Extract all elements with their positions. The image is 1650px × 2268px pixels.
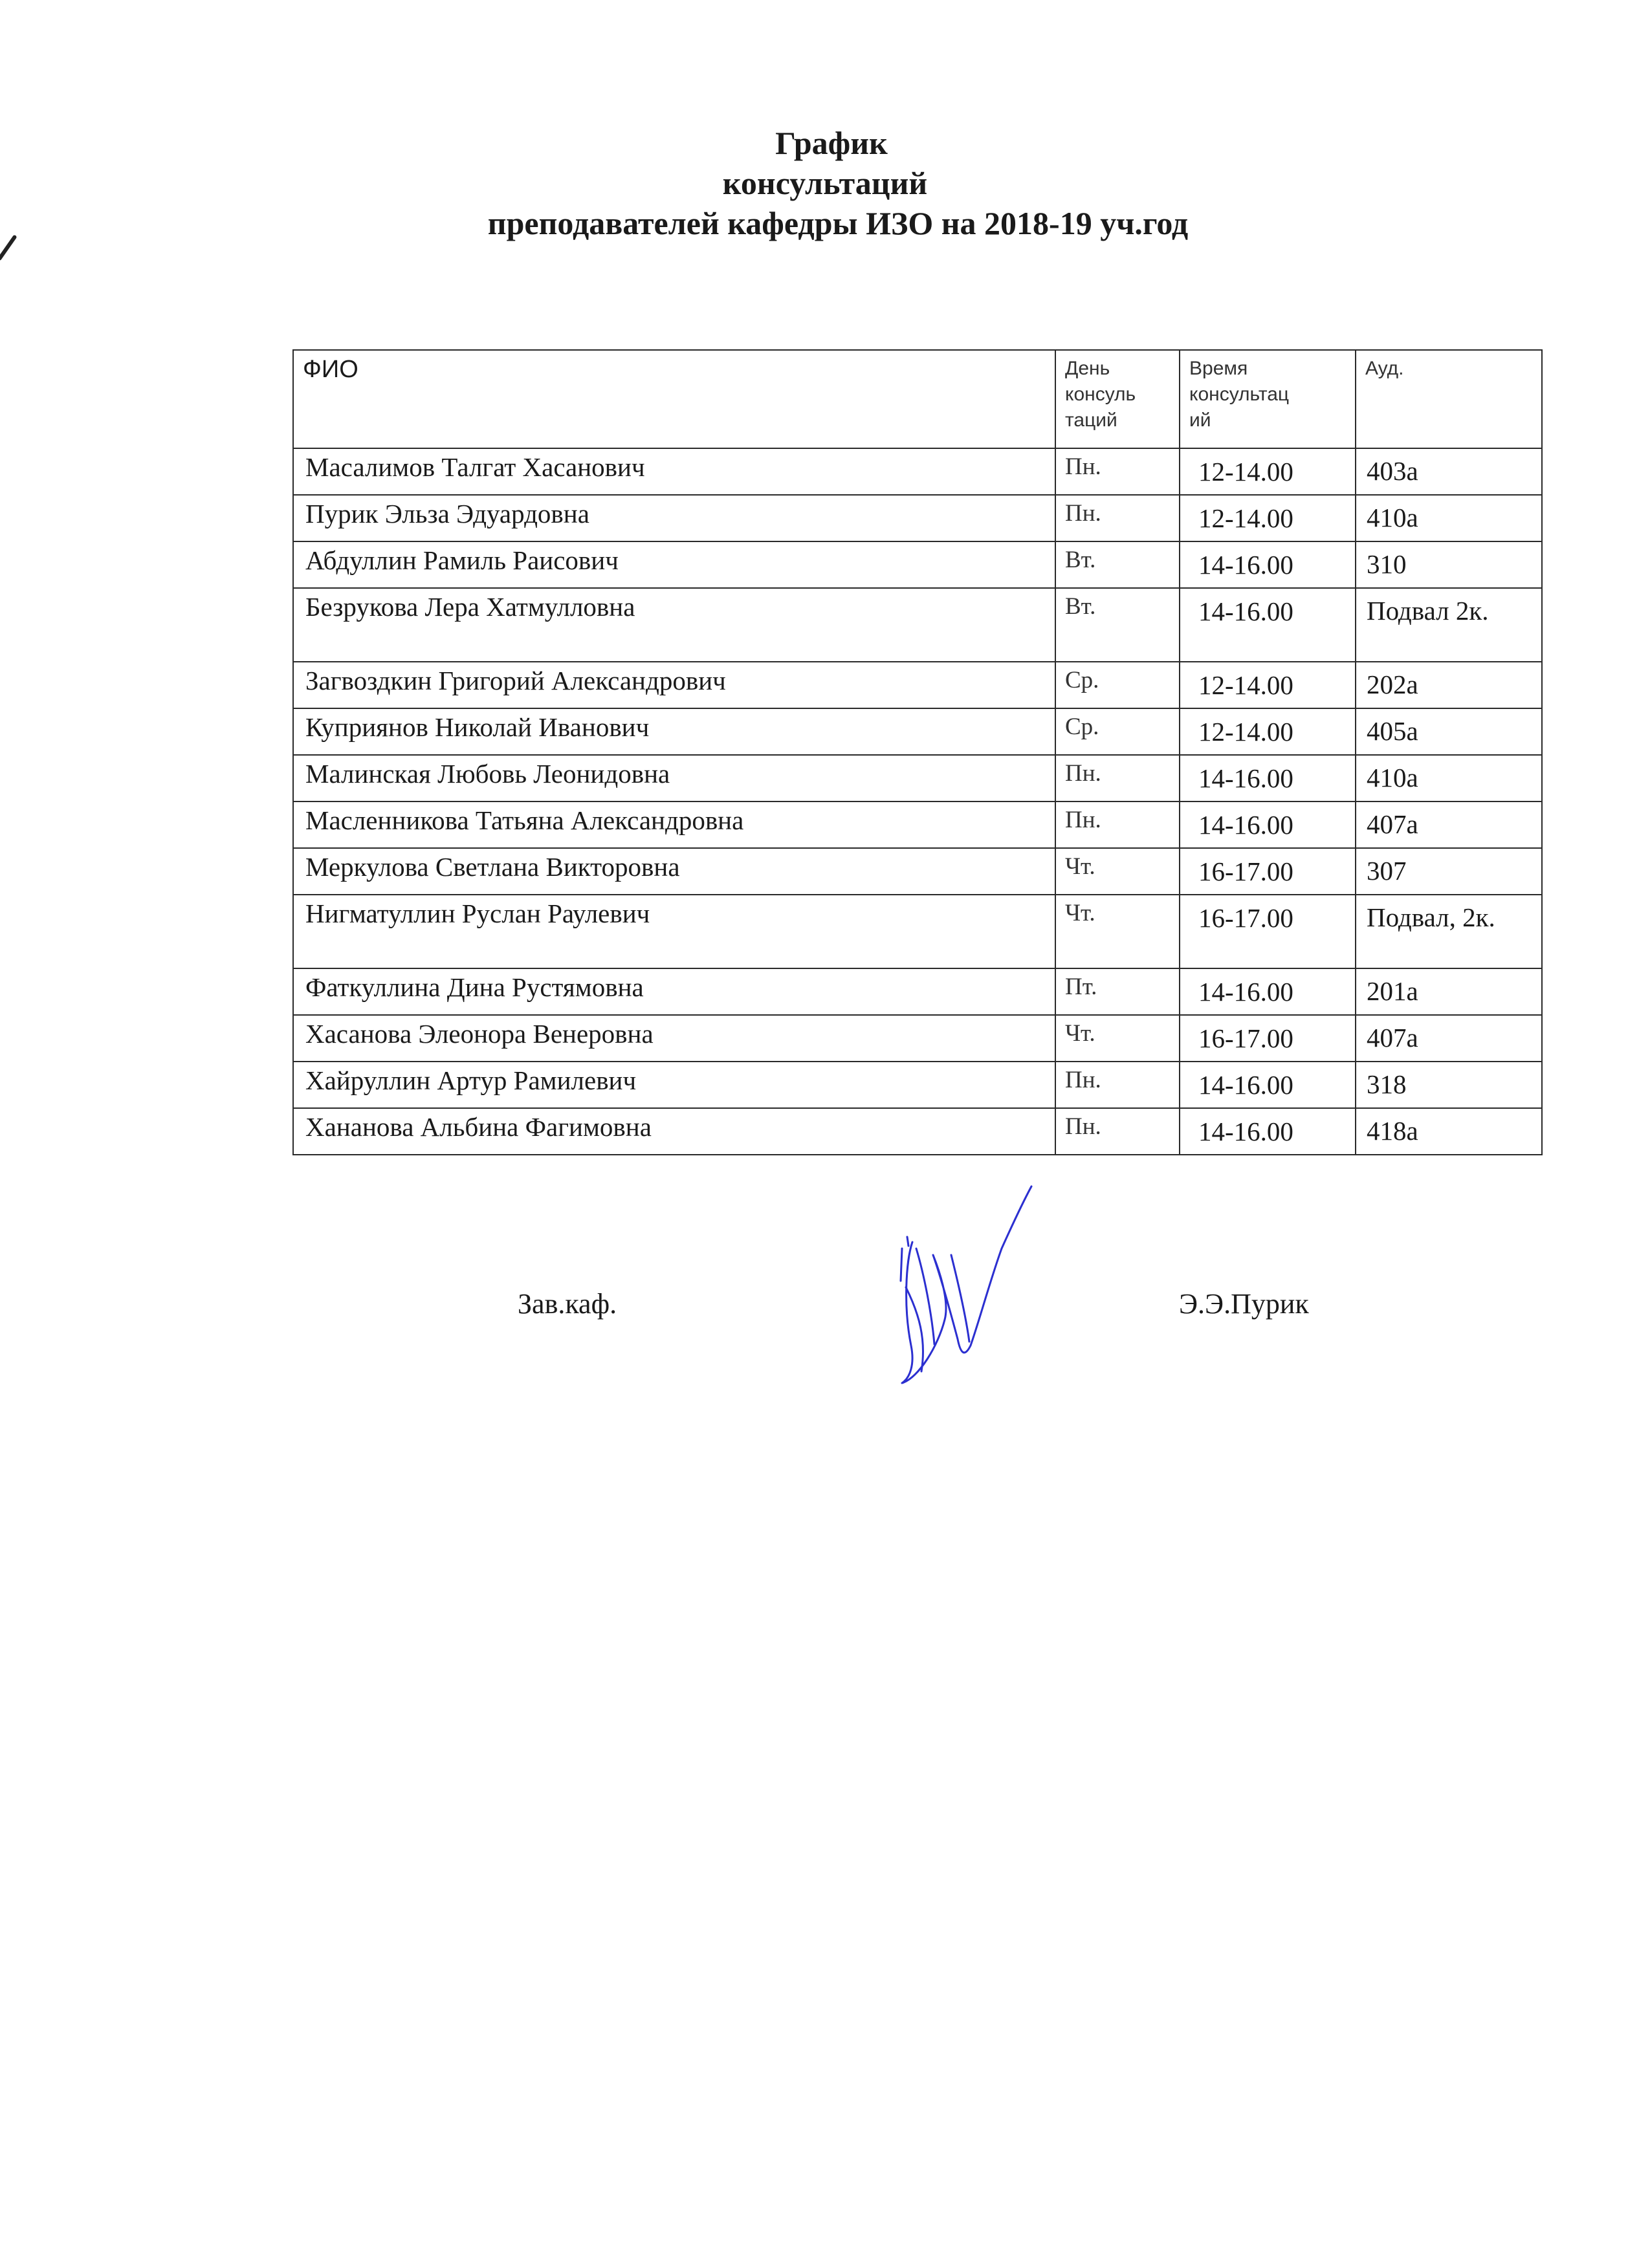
- consultation-time: 14-16.00: [1180, 968, 1356, 1015]
- consultation-time: 14-16.00: [1180, 588, 1356, 662]
- room-number: 201а: [1356, 968, 1542, 1015]
- room-number: 407а: [1356, 1015, 1542, 1062]
- table-row: [293, 1015, 1542, 1062]
- consultation-time: 16-17.00: [1180, 1015, 1356, 1062]
- teacher-name: Хананова Альбина Фагимовна: [293, 1108, 1055, 1155]
- column-header-room: Ауд.: [1356, 350, 1542, 448]
- room-number: 307: [1356, 848, 1542, 895]
- table-row: [293, 895, 1542, 968]
- table-row: [293, 541, 1542, 588]
- consultation-time: 12-14.00: [1180, 708, 1356, 755]
- handwritten-signature: [893, 1184, 1035, 1391]
- teacher-name: Масленникова Татьяна Александровна: [293, 801, 1055, 848]
- teacher-name: Хайруллин Артур Рамилевич: [293, 1062, 1055, 1108]
- table-header-row: [293, 350, 1542, 448]
- consultation-day: Ср.: [1055, 708, 1180, 755]
- table-row: [293, 1108, 1542, 1155]
- table-row: [293, 448, 1542, 495]
- room-number: Подвал, 2к.: [1356, 895, 1542, 968]
- position-label: Зав.каф.: [518, 1288, 617, 1320]
- room-number: 405а: [1356, 708, 1542, 755]
- teacher-name: Малинская Любовь Леонидовна: [293, 755, 1055, 801]
- teacher-name: Масалимов Талгат Хасанович: [293, 448, 1055, 495]
- title-line-1: График: [775, 125, 888, 161]
- consultation-day: Чт.: [1055, 895, 1180, 968]
- teacher-name: Фаткуллина Дина Рустямовна: [293, 968, 1055, 1015]
- head-of-department-name: Э.Э.Пурик: [1179, 1288, 1309, 1320]
- table-row: [293, 588, 1542, 662]
- consultation-time: 12-14.00: [1180, 495, 1356, 541]
- teacher-name: Хасанова Элеонора Венеровна: [293, 1015, 1055, 1062]
- room-number: 318: [1356, 1062, 1542, 1108]
- table-row: [293, 662, 1542, 708]
- room-number: 202а: [1356, 662, 1542, 708]
- consultation-time: 14-16.00: [1180, 801, 1356, 848]
- consultation-time: 12-14.00: [1180, 662, 1356, 708]
- consultation-day: Пн.: [1055, 755, 1180, 801]
- teacher-name: Безрукова Лера Хатмулловна: [293, 588, 1055, 662]
- consultation-time: 16-17.00: [1180, 848, 1356, 895]
- room-number: 410а: [1356, 495, 1542, 541]
- room-number: Подвал 2к.: [1356, 588, 1542, 662]
- consultation-time: 14-16.00: [1180, 1108, 1356, 1155]
- teacher-name: Нигматуллин Руслан Раулевич: [293, 895, 1055, 968]
- document-title: [0, 123, 1650, 243]
- table-row: [293, 755, 1542, 801]
- table-row: [293, 708, 1542, 755]
- consultation-day: Пн.: [1055, 495, 1180, 541]
- consultation-day: Пт.: [1055, 968, 1180, 1015]
- consultation-time: 12-14.00: [1180, 448, 1356, 495]
- consultation-day: Вт.: [1055, 588, 1180, 662]
- room-number: 407а: [1356, 801, 1542, 848]
- teacher-name: Абдуллин Рамиль Раисович: [293, 541, 1055, 588]
- consultation-day: Пн.: [1055, 1062, 1180, 1108]
- table-row: [293, 801, 1542, 848]
- consultation-day: Пн.: [1055, 1108, 1180, 1155]
- title-line-3: преподавателей кафедры ИЗО на 2018-19 уч.год: [487, 205, 1189, 241]
- consultation-time: 14-16.00: [1180, 755, 1356, 801]
- consultation-day: Чт.: [1055, 848, 1180, 895]
- teacher-name: Загвоздкин Григорий Александрович: [293, 662, 1055, 708]
- column-header-name: ФИО: [293, 350, 1055, 448]
- consultation-day: Ср.: [1055, 662, 1180, 708]
- teacher-name: Пурик Эльза Эдуардовна: [293, 495, 1055, 541]
- table-row: [293, 1062, 1542, 1108]
- room-number: 418а: [1356, 1108, 1542, 1155]
- table-row: [293, 495, 1542, 541]
- room-number: 310: [1356, 541, 1542, 588]
- table-row: [293, 848, 1542, 895]
- column-header-day: День консуль таций: [1055, 350, 1180, 448]
- room-number: 403а: [1356, 448, 1542, 495]
- teacher-name: Куприянов Николай Иванович: [293, 708, 1055, 755]
- consultation-day: Вт.: [1055, 541, 1180, 588]
- title-line-2: консультаций: [722, 165, 928, 201]
- consultation-time: 16-17.00: [1180, 895, 1356, 968]
- table-row: [293, 968, 1542, 1015]
- column-header-time: Время консультац ий: [1180, 350, 1356, 448]
- consultation-time: 14-16.00: [1180, 1062, 1356, 1108]
- consultation-day: Чт.: [1055, 1015, 1180, 1062]
- consultation-time: 14-16.00: [1180, 541, 1356, 588]
- consultation-schedule-table: [292, 349, 1543, 1155]
- teacher-name: Меркулова Светлана Викторовна: [293, 848, 1055, 895]
- consultation-day: Пн.: [1055, 448, 1180, 495]
- consultation-day: Пн.: [1055, 801, 1180, 848]
- room-number: 410а: [1356, 755, 1542, 801]
